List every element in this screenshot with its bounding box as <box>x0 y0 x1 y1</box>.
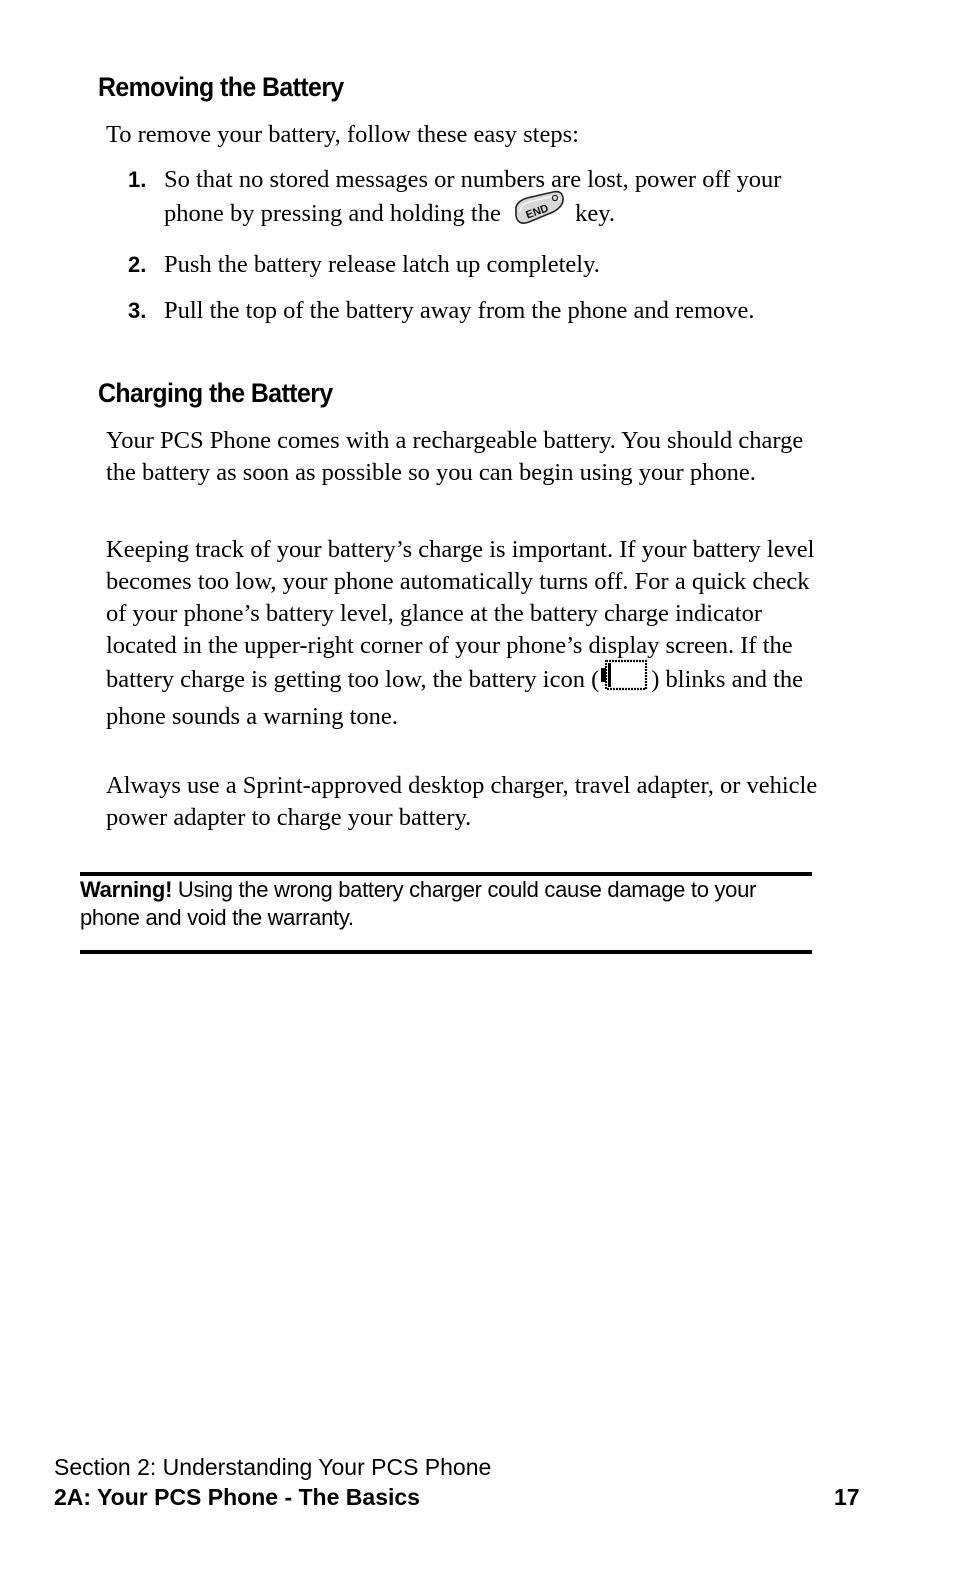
step-text: Push the battery release latch up completely. <box>164 251 600 278</box>
end-key-icon <box>513 190 565 235</box>
footer-section-title: Section 2: Understanding Your PCS Phone <box>54 1454 492 1480</box>
charging-paragraph-2-text-end: ) blinks and the phone sounds a warning tone. <box>106 666 804 730</box>
removing-intro: To remove your battery, follow these easy steps: <box>106 121 579 148</box>
charging-paragraph-2-text: Keeping track of your battery’s charge is important. If your battery level becomes too low, your phone automatically turns off. For a quick check of your phone’s battery level, glance at the battery charge indicator located in the upper-right corner of your phone’s display screen. If the battery charge is getting too low, the battery icon ( <box>106 536 815 694</box>
step-3 <box>106 295 826 327</box>
battery-icon <box>600 658 650 701</box>
step-number: 2. <box>128 252 147 277</box>
step-text-end: key. <box>575 200 615 228</box>
end-key-label: END <box>524 202 551 222</box>
heading-charging-battery: Charging the Battery <box>98 378 333 408</box>
step-number: 3. <box>128 298 147 323</box>
step-number: 1. <box>128 167 147 192</box>
charging-paragraph-1: Your PCS Phone comes with a rechargeable battery. You should charge the battery as soon as possible so you can begin using your phone. <box>106 427 804 486</box>
page-number: 17 <box>834 1484 860 1510</box>
warning-note <box>80 876 820 932</box>
warning-label: Warning! <box>80 877 173 902</box>
warning-text: Using the wrong battery charger could cause damage to your phone and void the warranty. <box>80 877 757 930</box>
step-1 <box>106 164 826 235</box>
footer-chapter-title: 2A: Your PCS Phone - The Basics <box>54 1484 420 1510</box>
heading-removing-battery: Removing the Battery <box>98 72 344 102</box>
charging-paragraph-3: Always use a Sprint-approved desktop charger, travel adapter, or vehicle power adapter to charge your battery. <box>106 772 818 831</box>
step-text: So that no stored messages or numbers are lost, power off your phone by pressing and holding the <box>164 166 782 228</box>
charging-paragraph-2 <box>106 534 826 733</box>
removal-steps <box>106 164 826 327</box>
warning-bottom-rule <box>80 950 812 954</box>
step-text: Pull the top of the battery away from the phone and remove. <box>164 297 755 324</box>
step-2 <box>106 249 826 281</box>
